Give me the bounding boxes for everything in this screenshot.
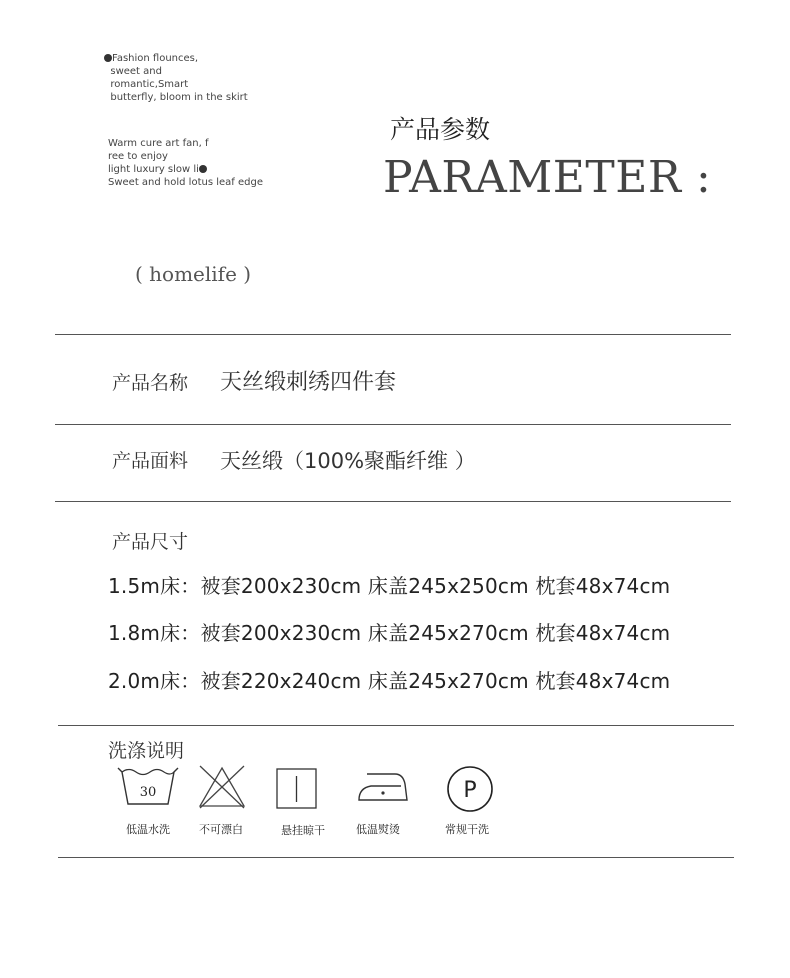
divider bbox=[58, 725, 734, 726]
product-fabric-label: 产品面料 bbox=[112, 450, 189, 472]
size-row: 1.8m床：被套200x230cm 床盖245x270cm 枕套48x74cm bbox=[108, 621, 671, 645]
care-icon-label: 低温水洗 bbox=[126, 823, 170, 836]
intro-text-block-1 bbox=[104, 52, 248, 104]
wash-tub-icon bbox=[116, 766, 180, 808]
bullet-dot-icon bbox=[104, 54, 112, 62]
product-size-label: 产品尺寸 bbox=[112, 531, 189, 553]
size-row: 2.0m床：被套220x240cm 床盖245x270cm 枕套48x74cm bbox=[108, 669, 671, 693]
iron-low-icon bbox=[357, 770, 409, 804]
dry-clean-letter: P bbox=[463, 778, 477, 803]
intro-line: Fashion flounces, bbox=[112, 53, 199, 64]
intro-line: light luxury slow li bbox=[108, 164, 199, 175]
page-title-en: PARAMETER : bbox=[383, 152, 712, 203]
divider bbox=[55, 424, 731, 425]
homelife-tag: ( homelife ) bbox=[135, 262, 252, 286]
care-label: 洗涤说明 bbox=[108, 740, 185, 762]
bullet-dot-icon bbox=[199, 165, 207, 173]
intro-line: romantic,Smart bbox=[110, 79, 189, 90]
care-icon-label: 低温熨烫 bbox=[356, 823, 400, 836]
intro-line: Warm cure art fan, f bbox=[108, 138, 209, 149]
intro-line: Sweet and hold lotus leaf edge bbox=[108, 177, 263, 188]
divider bbox=[55, 334, 731, 335]
hang-dry-icon bbox=[276, 768, 318, 810]
product-fabric-value: 天丝缎（100%聚酯纤维 ） bbox=[220, 449, 476, 473]
intro-text-block-2 bbox=[108, 137, 263, 189]
product-name-label: 产品名称 bbox=[112, 372, 189, 394]
product-name-value: 天丝缎刺绣四件套 bbox=[220, 370, 397, 395]
dry-clean-icon bbox=[446, 765, 494, 813]
intro-line: ree to enjoy bbox=[108, 151, 168, 162]
care-icon-label: 不可漂白 bbox=[199, 823, 243, 836]
intro-line: butterfly, bloom in the skirt bbox=[110, 92, 248, 103]
intro-line: sweet and bbox=[110, 66, 162, 77]
size-row: 1.5m床：被套200x230cm 床盖245x250cm 枕套48x74cm bbox=[108, 574, 671, 598]
page-title-cn: 产品参数 bbox=[390, 115, 491, 144]
wash-temp: 30 bbox=[139, 785, 157, 800]
divider bbox=[58, 857, 734, 858]
no-bleach-icon bbox=[197, 764, 247, 810]
care-icon-label: 常规干洗 bbox=[445, 823, 489, 836]
care-icon-label: 悬挂晾干 bbox=[281, 824, 325, 837]
divider bbox=[55, 501, 731, 502]
